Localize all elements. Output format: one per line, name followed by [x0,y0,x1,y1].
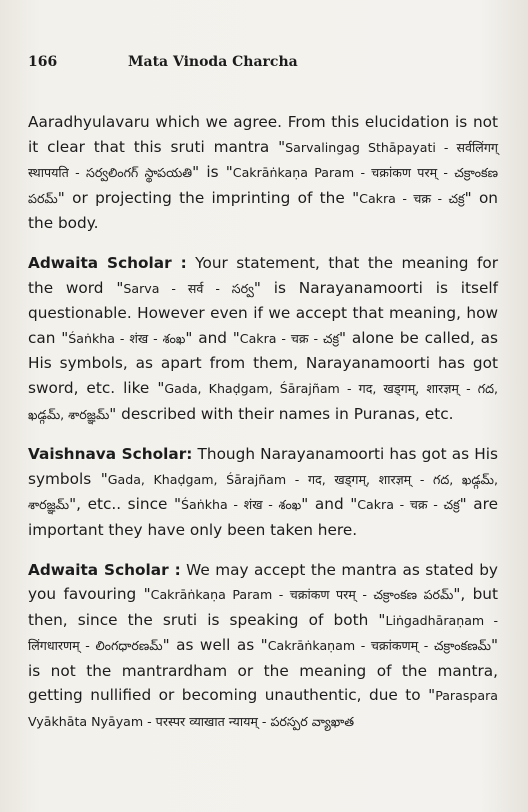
term-transliteration: Cakra - चक्र - చక్ర [359,190,465,206]
term-transliteration: Sarva - सर्व - సర్వ [123,280,254,296]
text-run: ", but then, since the sruti is speaking of both " [28,585,498,629]
term-transliteration: Paraspara Vyākhāta Nyāyam - परस्पर व्याखात न्यायम् - పరస్పర వ్యాఖాత [28,688,498,730]
term-transliteration: Cakrāṅkaṇa Param - चक्रांकण परम् - చక్రాంకణ పరమ్ [28,165,498,206]
page-number: 166 [28,54,58,70]
text-run: " is Narayanamoorti is itself questionable. However even if we accept that meaning, how can " [28,278,498,347]
text-run: " and " [301,495,358,514]
text-run: " as well as " [162,636,268,655]
text-run: " alone be called, as His symbols, as apart from them, Narayanamoorti has got sword, etc. like " [28,328,498,397]
term-transliteration: Gada, Khaḍgam, Śārajñam - गद, खड्गम्, शारज्ञम् - గద, ఖడ్గమ్, శారజ్ఞమ్ [28,471,498,513]
term-transliteration: Liṅgadhāraṇam - लिंगधारणम् - లింగధారణమ్ [28,612,499,654]
text-run: " and " [185,328,240,347]
speaker-label: Adwaita Scholar : [28,253,187,272]
term-transliteration: Cakrāṅkaṇam - चक्रांकणम् - చక్రాంకణమ్ [267,638,491,654]
term-transliteration: Sarvalingag Sthāpayati - सर्वलिंगग् स्थापयति - సర్వలింగగ్ స్థాపయతి [28,139,498,181]
text-run: " are important they have only been taken here. [28,495,498,539]
speaker-label: Vaishnava Scholar: [28,445,193,464]
paragraph [28,110,498,236]
text-run: " described with their names in Puranas, etc. [109,404,454,423]
running-header [28,54,498,76]
text-run: Aaradhyulavaru which we agree. From this elucidation is not it clear that this sruti mantra " [28,113,498,156]
term-transliteration: Gada, Khaḍgam, Śārajñam - गद, खड्गम्, शारज्ञम् - గద, ఖడ్గమ్, శారజ్ఞమ్ [28,380,498,422]
paragraph [28,558,498,735]
text-run: " or projecting the imprinting of the " [57,188,360,207]
text-run: Though Narayanamoorti has got as His symbols " [28,445,498,488]
running-title: Mata Vinoda Charcha [128,54,298,70]
paragraph [28,251,498,427]
text-run: " is " [192,163,233,182]
text-run: We may accept the mantra as stated by you favouring " [28,560,498,604]
text-run: " is not the mantrardham or the meaning of the mantra, getting nullified or becoming unauthentic, due to " [28,636,498,705]
paragraph [28,442,498,542]
text-run: Your statement, that the meaning for the word " [28,253,498,297]
term-transliteration: Śaṅkha - शंख - శంఖ [68,330,186,346]
term-transliteration: Śaṅkha - शंख - శంఖ [181,497,302,513]
text-run: ", etc.. since " [69,495,182,514]
term-transliteration: Cakra - चक्र - చక్ర [357,497,460,513]
text-run: " on the body. [28,188,499,233]
speaker-label: Adwaita Scholar : [28,560,181,579]
term-transliteration: Cakrāṅkaṇa Param - चक्रांकण परम् - చక్రాంకణ పరమ్ [150,587,454,603]
page-body [28,110,498,750]
term-transliteration: Cakra - चक्र - చక్ర [239,330,340,346]
